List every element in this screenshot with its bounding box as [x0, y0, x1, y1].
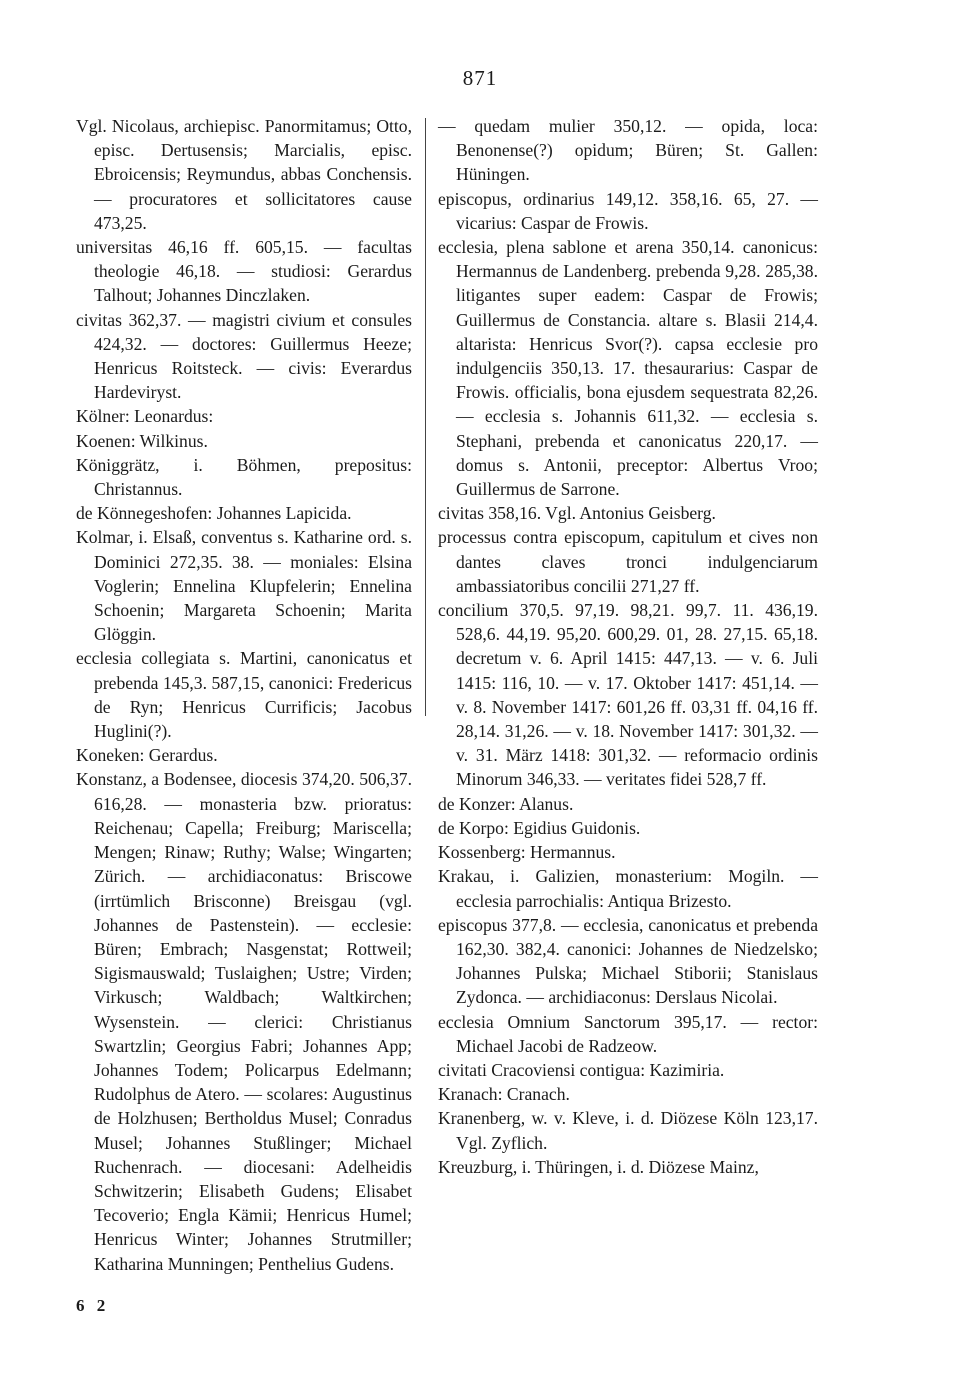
index-entry: ecclesia collegiata s. Martini, canonicatus et prebenda 145,3. 587,15, canonici: Fredericus de Ryn; Henricus Currificis; Jacobus Huglini(?). [76, 648, 412, 742]
printer-signature: 6 2 [76, 1296, 110, 1315]
index-entry: civitati Cracoviensi contigua: Kazimiria. [438, 1059, 725, 1080]
page-number: 871 [462, 66, 498, 90]
column-divider [425, 118, 426, 716]
index-entry: concilium 370,5. 97,19. 98,21. 99,7. 11. 436,19. 528,6. 44,19. 95,20. 600,29. 01, 28. 27,15. 65,18. decretum v. 6. April 1415: 447,13. — v. 6. Juli 1415: 116, 10. — v. 17. Oktober 1417: 451,14. — v. 8. November 1417: 601,26 ff. 03,31 ff. 04,16 ff. 28,14. 31,26. — v. 18. November 1417: 301,32. — v. 31. März 1418: 301,32. — reformacio ordinis Minorum 346,33. — veritates fidei 528,7 ff. [438, 600, 818, 790]
index-entry: Kranenberg, w. v. Kleve, i. d. Diözese Köln 123,17. Vgl. Zyflich. [438, 1108, 818, 1153]
index-entry: ecclesia Omnium Sanctorum 395,17. — rector: Michael Jacobi de Radzeow. [438, 1011, 818, 1056]
index-entry: Koneken: Gerardus. [76, 745, 218, 766]
index-entry: de Konzer: Alanus. [438, 793, 574, 814]
index-entry: — quedam mulier 350,12. — opida, loca: Benonense(?) opidum; Büren; St. Gallen: Hüningen. [438, 116, 818, 185]
index-entry: Kreuzburg, i. Thüringen, i. d. Diözese Mainz, [438, 1156, 759, 1177]
index-entry: Kranach: Cranach. [438, 1084, 570, 1105]
index-entry: Koenen: Wilkinus. [76, 430, 208, 451]
index-entry: episcopus 377,8. — ecclesia, canonicatus et prebenda 162,30. 382,4. canonici: Johannes de Niedzelsko; Johannes Pulska; Michael Stiborii; Stanislaus Zydonca. — archidiaconus: Derslaus Nicolai. [438, 914, 818, 1008]
index-entry: Kossenberg: Hermannus. [438, 842, 616, 863]
index-entry: Kolmar, i. Elsaß, conventus s. Katharine ord. s. Dominici 272,35. 38. — moniales: Elsina Voglerin; Ennelina Klupfelerin; Ennelina Schoenin; Margareta Schoenin; Marita Glöggin. [76, 527, 412, 645]
left-column [76, 114, 412, 1276]
index-entry: Kölner: Leonardus: [76, 406, 214, 427]
index-entry: de Korpo: Egidius Guidonis. [438, 817, 641, 838]
index-entry: Konstanz, a Bodensee, diocesis 374,20. 506,37. 616,28. — monasteria bzw. prioratus: Reichenau; Capella; Freiburg; Mariscella; Mengen; Rinaw; Ruthy; Walse; Wingarten; Zürich. — archidiaconatus: Briscowe (irrtümlich Brisconne) Breisgau (vgl. Johannes de Pastenstein). — ecclesie: Büren; Embrach; Nasgenstat; Rottweil; Sigismauswald; Tuslaighen; Ustre; Virden; Virkusch; Waldbach; Waltkirchen; Wysenstein. — clerici: Christianus Swartzlin; Georgius Fabri; Johannes App; Johannes Todem; Policarpus Edelmann; Rudolphus de Atero. — scolares: Augustinus de Holzhusen; Bertholdus Musel; Conradus Musel; Johannes Stußlinger; Michael Ruchenrach. — diocesani: Adelheidis Schwitzerin; Elisabeth Gudens; Elisabet Tecoverio; Engla Kämii; Henricus Humel; Henricus Winter; Johannes Strutmiller; Katharina Munningen; Penthelius Gudens. [76, 769, 412, 1274]
index-entry: Königgrätz, i. Böhmen, prepositus: Christannus. [76, 454, 412, 500]
index-entry: de Könnegeshofen: Johannes Lapicida. [76, 503, 352, 524]
index-entry: civitas 362,37. — magistri civium et consules 424,32. — doctores: Guillermus Heeze; Henricus Roitsteck. — civis: Everardus Hardeviryst. [76, 309, 412, 403]
right-column [438, 114, 818, 1179]
index-entry: Vgl. Nicolaus, archiepisc. Panormitamus; Otto, episc. Dertusensis; Marcialis, episc. Ebroicensis; Reymundus, abbas Conchensis. — procuratores et sollicitatores cause 473,25. [76, 116, 412, 233]
index-entry: episcopus, ordinarius 149,12. 358,16. 65, 27. — vicarius: Caspar de Frowis. [438, 188, 818, 233]
index-entry: Krakau, i. Galizien, monasterium: Mogiln. — ecclesia parrochialis: Antiqua Brizesto. [438, 866, 818, 911]
index-entry: processus contra episcopum, capitulum et cives non dantes claves tronci indulgenciarum ambassiatoribus concilii 271,27 ff. [438, 527, 818, 596]
index-entry: civitas 358,16. Vgl. Antonius Geisberg. [438, 503, 716, 524]
index-entry: universitas 46,16 ff. 605,15. — facultas theologie 46,18. — studiosi: Gerardus Talhout; Johannes Dinczlaken. [76, 237, 412, 306]
index-entry: ecclesia, plena sablone et arena 350,14. canonicus: Hermannus de Landenberg. prebenda 9,28. 285,38. litigantes super eadem: Caspar de Frowis; Guillermus de Constancia. altare s. Blasii 214,4. altarista: Henricus Svor(?). capsa ecclesie pro indulgenciis 350,13. 17. thesaurarius: Caspar de Frowis. officialis, bona ejusdem sequestrata 82,26. — ecclesia s. Johannis 611,32. — ecclesia s. Stephani, prebenda et canonicatus 220,17. — domus s. Antonii, preceptor: Albertus Vroo; Guillermus de Sarrone. [438, 237, 818, 500]
